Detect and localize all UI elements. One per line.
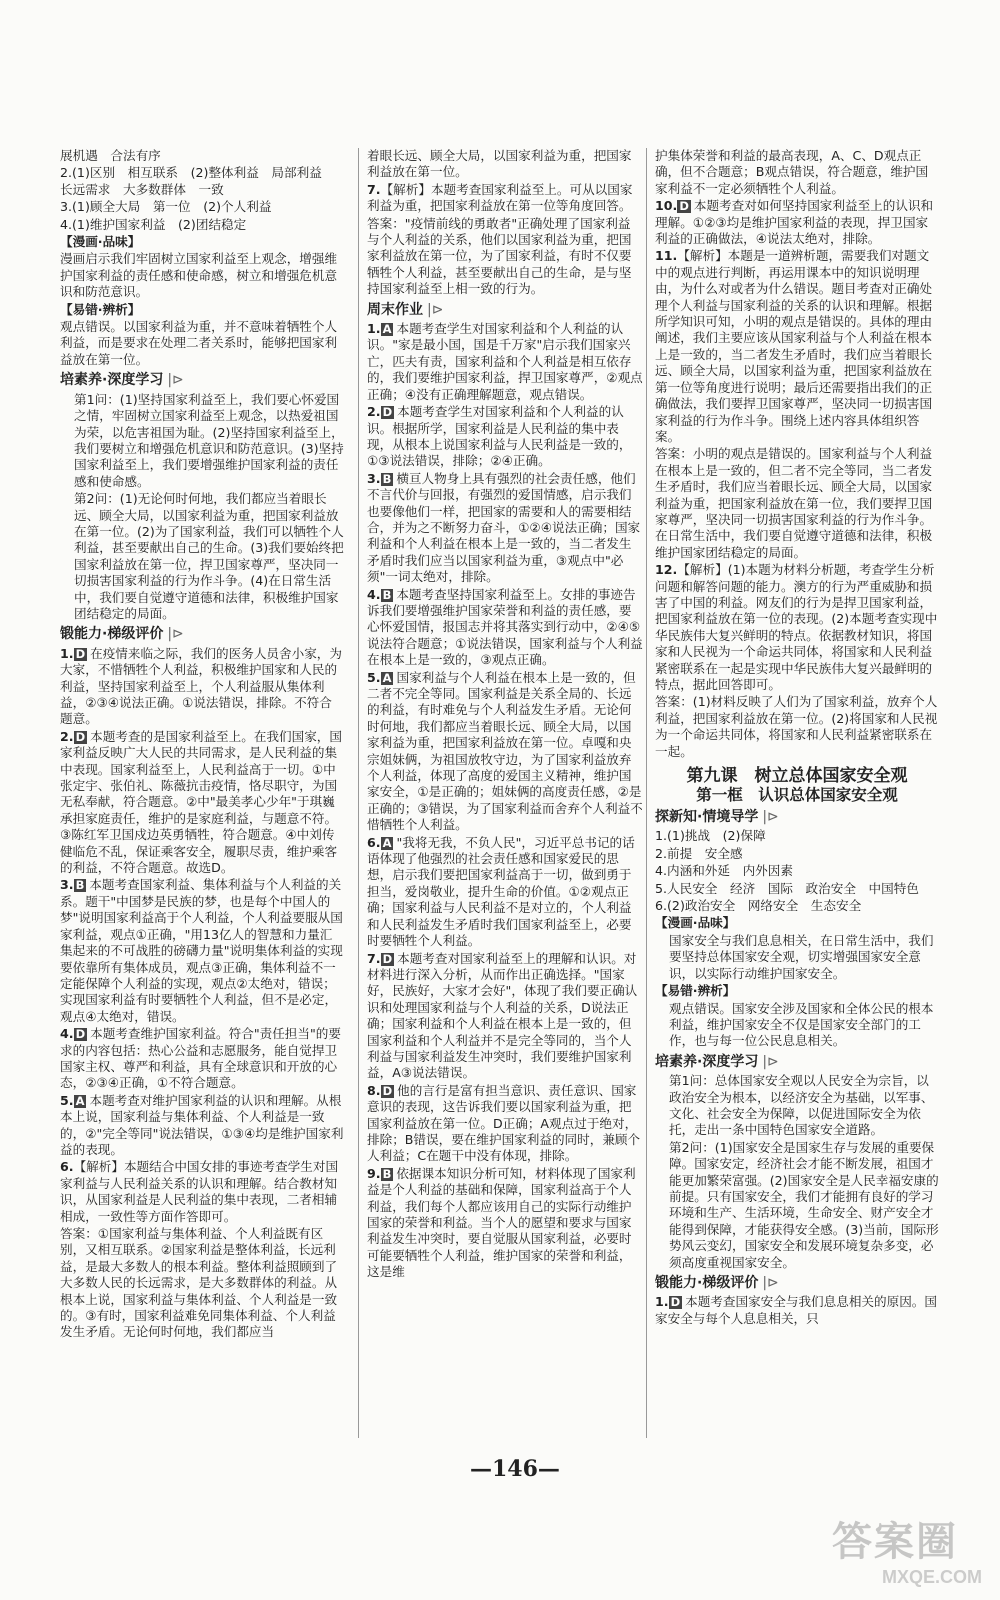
watermark-logo: 答案圈 MXQE.COM <box>832 1520 982 1587</box>
answer-letter-badge: A <box>382 835 392 850</box>
column-1 <box>60 148 344 1438</box>
question-2-answer: 第2问：(1)国家安全是国家生存与发展的重要保障。国家安定，经济社会才能不断发展，祖国才能更加繁荣富强。(2)国家安全是人民幸福安康的前提。只有国家安全，我们才能拥有良好的学习环境和生产、生活环境，生命安全、财产安全才能得到保障，才能获得安全感。(3)当前，国际形势风云变幻，国家安全和发展环境复杂多变，必须高度重视国家安全。 <box>669 1139 939 1270</box>
answer-item: 答案：小明的观点是错误的。国家利益与个人利益在根本上是一致的，但二者不完全等同，当二者发生矛盾时，我们应当着眼长远、顾全大局，以国家利益为重，把国家利益放在第一位，我们要捍卫国家尊严，坚决同一切损害国家利益的行为作斗争。在日常生活中，我们要自觉遵守道德和法律，积极维护国家团结稳定的局面。 <box>655 446 933 560</box>
text-line: 1.(1)挑战 (2)保障 <box>655 828 766 844</box>
column-2 <box>358 148 643 1438</box>
answer-item: 7. D 本题考查对国家利益至上的理解和认识。对材料进行深入分析，从而作出正确选择。"国家好，民族好，大家才会好"，体现了我们要正确认识和处理国家利益与个人利益的关系，D说法正确；国家利益和个人利益在根本上是一致的，但国家利益和个人利益并不是完全等同的，当个人利益与国家利益发生冲突时，我们要维护国家利益，A③说法错误。 <box>367 950 638 1081</box>
page <box>60 148 980 1438</box>
answer-letter-badge: B <box>382 587 392 602</box>
yicuo-text: 观点错误。国家安全涉及国家和全体公民的根本利益，维护国家安全不仅是国家安全部门的工作，也与每一位公民息息相关。 <box>669 1000 934 1049</box>
answer-list <box>60 646 344 1341</box>
answer-letter-badge: D <box>679 199 689 214</box>
answer-item: 9. B 依据课本知识分析可知，材料体现了国家利益是个人利益的基础和保障，国家利益高于个人利益，我们每个人都应该用自己的实际行动维护国家的荣誉和利益。当个人的愿望和要求与国家利益发生冲突时，要自觉服从国家利益，必要时可能要牺牲个人利益，维护国家的荣誉和利益，这是维 <box>367 1165 636 1280</box>
manhua-label: 【漫画·品味】 <box>60 234 141 250</box>
continued-text: 护集体荣誉和利益的最高表现，A、C、D观点正确，但不合题意；B观点错误，符合题意，维护国家利益不一定必须牺牲个人利益。 <box>655 148 929 196</box>
answer-item: 2. D 本题考查的是国家利益至上。在我们国家，国家利益反映广大人民的共同需求，是人民利益的集中表现。国家利益至上，人民利益高于一切。①中张定宇、张伯礼、陈薇抗击疫情，恪尽职守，为国无私奉献，符合题意。②中"最美孝心少年"于琪巍承担家庭责任，维护的是家庭利益，与题意不符。③陈红军卫国戍边英勇牺牲，符合题意。④中刘传健临危不乱，保证乘客安全，履职尽责，维护乘客的利益，不符合题意。故选D。 <box>60 728 342 876</box>
answer-item: 5. A 本题考查对维护国家利益的认识和理解。从根本上说，国家利益与集体利益、个人利益是一致的，②"完全等同"说法错误，①③④均是维护国家利益的表现。 <box>60 1092 344 1157</box>
answer-letter-badge: A <box>382 670 392 685</box>
manhua-text: 漫画启示我们牢固树立国家利益至上观念，增强维护国家利益的责任感和使命感，树立和增强危机意识和防范意识。 <box>60 251 338 300</box>
answer-item: 6. A "我将无我，不负人民"，习近平总书记的话语体现了他强烈的社会责任感和国家爱民的思想，启示我们要把国家利益高于一切，做到勇于担当，爱岗敬业，提升生命的价值。①②观点正确；国家利益与人民利益不是对立的，个人利益和人民利益发生矛盾时我们国家利益至上，必要时要牺牲个人利益。 <box>367 834 635 949</box>
chapter-title: 第九课 树立总体国家安全观 <box>686 766 908 787</box>
fill-in-answers <box>655 828 939 914</box>
yicuo-text: 观点错误。以国家利益为重，并不意味着牺牲个人利益，而是要求在处理二者关系时，能够把国家利益放在第一位。 <box>60 319 338 367</box>
section-heading: 探新知·情境导学 |⊳ <box>655 809 779 826</box>
answer-item: 11.【解析】本题是一道辨析题，需要我们对题文中的观点进行判断，再运用课本中的知识说明理由，为什么对或者为什么错误。题目考查对正确处理个人利益与国家利益的关系的认识和理解。根据所学知识可知，小明的观点是错误的。具体的理由阐述，我们主要应该从国家利益与个人利益在根本上是一致的，当二者发生矛盾时，我们应当着眼长远、顾全大局，以国家利益为重，把国家利益放在第一位等角度进行说明；最后还需要指出我们的正确做法，我们要捍卫国家尊严，坚决同一切损害国家利益的行为作斗争。围绕上述内容具体组织答案。 <box>655 248 933 444</box>
subchapter-title: 第一框 认识总体国家安全观 <box>696 786 898 805</box>
answer-item: 10. D 本题考查对如何坚持国家利益至上的认识和理解。①②③均是维护国家利益的表现，捍卫国家利益的正确做法，④说法太绝对，排除。 <box>655 198 934 247</box>
answer-letter-badge: D <box>75 729 86 744</box>
answer-letter-badge: D <box>382 1083 393 1098</box>
answer-letter-badge: D <box>382 405 393 420</box>
section-heading: 培素养·深度学习 |⊳ <box>60 372 184 389</box>
intro-lines <box>60 148 344 233</box>
text-line: 5.人民安全 经济 国际 政治安全 中国特色 <box>655 880 919 896</box>
answer-list <box>655 198 939 760</box>
yicuo-label: 【易错·辨析】 <box>655 983 736 999</box>
answer-item: 答案：(1)材料反映了人们为了国家利益，放弃个人利益，把国家利益放在第一位。(2)将国家和人民视为一个命运共同体，将国家和人民利益紧密联系在一起。 <box>655 694 938 759</box>
question-1-answer: 第1问：(1)坚持国家利益至上，我们要心怀爱国之情，牢固树立国家利益至上观念，以热爱祖国为荣，以危害祖国为耻。(2)坚持国家利益至上，我们要树立和增强危机意识和防范意识。(3)坚持国家利益至上，我们要增强维护国家利益的责任感和使命感。 <box>74 391 344 489</box>
section-heading: 锻能力·梯级评价 |⊳ <box>60 626 184 643</box>
text-line: 4.内涵和外延 内外因素 <box>655 863 793 879</box>
answer-item: 1. A 本题考查学生对国家利益和个人利益的认识。"家是最小国，国是千万家"启示我们国家兴亡，匹夫有责，国家利益和个人利益是相互依存的，我们要维护国家利益，捍卫国家尊严，②观点正确；④没有正确理解题意，观点错误。 <box>367 321 643 402</box>
answer-item: 3. B 本题考查国家利益、集体利益与个人利益的关系。题干"中国梦是民族的梦，也是每个中国人的梦"说明国家利益高于个人利益，个人利益要服从国家利益，观点①正确，"用13亿人的智慧和力量汇集起来的不可战胜的磅礴力量"说明集体利益的实现要依靠所有集体成员，观点③正确，集体利益不一定能保障个人利益的实现，观点②太绝对，错误；实现国家利益有时要牺牲个人利益，但不是必定，观点④太绝对，错误。 <box>60 877 343 1024</box>
text-line: 2.前提 安全感 <box>655 845 743 861</box>
answer-item: 6.【解析】本题结合中国女排的事迹考查学生对国家利益与人民利益关系的认识和理解。结合教材知识，从国家利益是人民利益的集中表现，二者相辅相成，一致性等方面作答即可。 <box>60 1159 339 1224</box>
answer-item: 2. D 本题考查学生对国家利益和个人利益的认识。根据所学，国家利益是人民利益的集中表现，从根本上说国家利益与人民利益是一致的，①③说法错误，排除；②④正确。 <box>367 404 632 469</box>
text-line: 展机遇 合法有序 <box>60 148 161 163</box>
continued-text: 着眼长远、顾全大局，以国家利益为重，把国家利益放在第一位。 <box>367 148 632 180</box>
page-number: —146— <box>470 1456 560 1482</box>
manhua-label: 【漫画·品味】 <box>655 915 736 931</box>
answer-letter-badge: D <box>75 1027 86 1042</box>
answer-item: 12.【解析】(1)本题为材料分析题，考查学生分析问题和解答问题的能力。澳方的行为严重威胁和损害了中国的利益。网友们的行为是捍卫国家利益，把国家利益放在第一位的表现。(2)本题考查实现中华民族伟大复兴鲜明的特点。依据教材知识，将国家和人民视为一个命运共同体，将国家和人民利益紧密联系在一起是实现中华民族伟大复兴最鲜明的特点，据此回答即可。 <box>655 562 938 692</box>
answer-text: 答案："疫情前线的勇敢者"正确处理了国家利益与个人利益的关系，他们以国家利益为重，把国家利益放在第一位，为了国家利益，有时不仅要牺牲个人利益，甚至要献出自己的生命，是与坚持国家利益至上相一致的行为。 <box>367 215 632 297</box>
question-2-answer: 第2问：(1)无论何时何地，我们都应当着眼长远、顾全大局，以国家利益为重，把国家利益放在第一位。(2)为了国家利益，我们可以牺牲个人利益，甚至要献出自己的生命。(3)我们要始终把国家利益放在第一位，捍卫国家尊严，坚决同一切损害国家利益的行为作斗争。(4)在日常生活中，我们要自觉遵守道德和法律，积极维护国家团结稳定的局面。 <box>74 491 344 621</box>
answer-letter-badge: D <box>382 951 393 966</box>
section-heading: 周末作业 |⊳ <box>367 301 444 318</box>
yicuo-label: 【易错·辨析】 <box>60 301 141 317</box>
answer-letter-badge: B <box>382 1166 392 1181</box>
column-3 <box>646 148 939 1438</box>
answer-item: 1. D 在疫情来临之际，我们的医务人员舍小家，为大家，不惜牺牲个人利益，积极维护国家和人民的利益，坚持国家利益至上，个人利益服从集体利益，②③④说法正确。①说法错误，排除。不符合题意。 <box>60 645 342 727</box>
answer-item: 4. B 本题考查坚持国家利益至上。女排的事迹告诉我们要增强维护国家荣誉和利益的责任感，要心怀爱国情，报国志并将其落实到行动中，②④⑤说法符合题意；①说法错误，国家利益与个人利益在根本上是一致的，③观点正确。 <box>367 586 643 668</box>
answer-list <box>367 321 643 1281</box>
text-line: 2.(1)区别 相互联系 (2)整体利益 局部利益 长远需求 大多数群体 一致 <box>60 165 335 197</box>
answer-item-7: 7.【解析】本题考查国家利益至上。可从以国家利益为重，把国家利益放在第一位等角度回答。 <box>367 181 633 214</box>
answer-item: 答案：①国家利益与集体利益、个人利益既有区别，又相互联系。②国家利益是整体利益，长远利益，是最大多数人的根本利益。整体利益照顾到了大多数人民的长远需求，是大多数群体的利益。从根本上说，国家利益与集体利益、个人利益是一致的。③有时，国家利益难免同集体利益、个人利益发生矛盾。无论何时何地，我们都应当 <box>60 1226 338 1340</box>
text-line: 6.(2)政治安全 网络安全 生态安全 <box>655 898 862 914</box>
answer-letter-badge: D <box>75 646 86 661</box>
answer-item: 1. D 本题考查国家安全与我们息息相关的原因。国家安全与每个人息息相关，只 <box>655 1294 937 1326</box>
answer-item: 4. D 本题考查维护国家利益。符合"责任担当"的要求的内容包括：热心公益和志愿服务，能自觉捍卫国家主权、尊严和利益，具有全球意识和开放的心态，②③④正确，①不符合题意。 <box>60 1026 341 1091</box>
text-line: 4.(1)维护国家利益 (2)团结稳定 <box>60 216 247 232</box>
answer-letter-badge: B <box>382 471 392 486</box>
answer-letter-badge: B <box>75 878 85 893</box>
answer-item: 8. D 他的言行是富有担当意识、责任意识、国家意识的表现，这告诉我们要以国家利益为重，把国家利益放在第一位。D正确；A观点过于绝对，排除；B错误，要在维护国家利益的同时，兼顾个人利益；C在题干中没有体现，排除。 <box>367 1082 641 1164</box>
manhua-text: 国家安全与我们息息相关，在日常生活中，我们要坚持总体国家安全观，切实增强国家安全意识，以实际行动维护国家安全。 <box>669 932 934 981</box>
answer-letter-badge: A <box>75 1093 85 1108</box>
answer-item: 3. B 横亘人物身上具有强烈的社会责任感，他们不言代价与回报，有强烈的爱国情感，启示我们也要像他们一样，把国家的需要和人的需要相结合，并为之不断努力奋斗，①②④说法正确；国家利益和个人利益在根本上是一致的，当二者发生矛盾时我们应当以国家利益为重，③观点中"必须"一词太绝对，排除。 <box>367 470 641 585</box>
question-1-answer: 第1问：总体国家安全观以人民安全为宗旨，以政治安全为根本，以经济安全为基础，以军事、文化、社会安全为保障，以促进国际安全为依托，走出一条中国特色国家安全道路。 <box>669 1073 934 1138</box>
section-heading: 锻能力·梯级评价 |⊳ <box>655 1275 779 1291</box>
answer-item: 5. A 国家利益与个人利益在根本上是一致的，但二者不完全等同。国家利益是关系全局的、长远的利益，有时难免与个人利益发生矛盾。无论何时何地，我们都应当着眼长远、顾全大局，以国家利益为重，把国家利益放在第一位。卓嘎和央宗姐妹俩，为祖国放牧守边，为了国家利益放弃个人利益，体现了高度的爱国主义精神，维护国家安全，①是正确的；姐妹俩的高度责任感，②是正确的；③错误，为了国家利益而舍弃个人利益不惜牺牲个人利益。 <box>367 669 643 833</box>
section-heading: 培素养·深度学习 |⊳ <box>655 1053 779 1070</box>
text-line: 3.(1)顾全大局 第一位 (2)个人利益 <box>60 199 272 215</box>
answer-letter-badge: A <box>382 322 392 337</box>
